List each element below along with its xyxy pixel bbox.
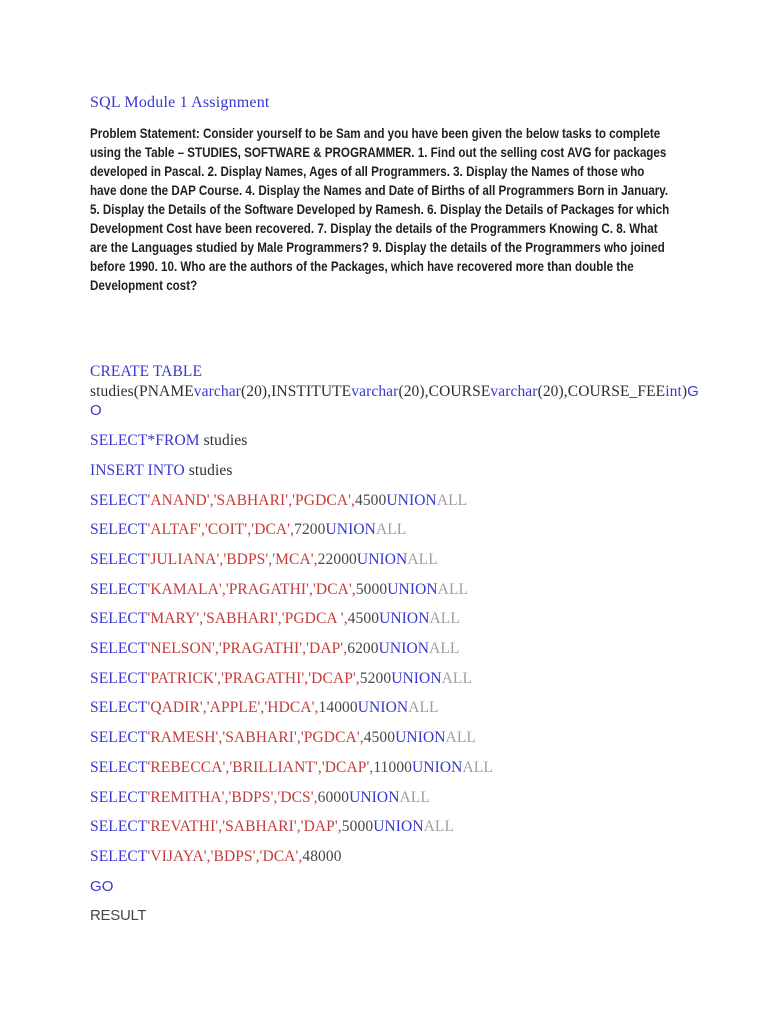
- sql-line: [90, 906, 708, 926]
- union-select-altaf: [90, 520, 708, 540]
- sql-segment-str: 'JULIANA','BDPS','MCA',: [147, 550, 318, 568]
- sql-segment-kw: UNION: [395, 729, 446, 747]
- sql-segment-dim: ALL: [437, 580, 469, 598]
- sql-segment-str: 'REVATHI','SABHARI','DAP',: [147, 818, 342, 836]
- sql-code-block: [90, 362, 708, 926]
- problem-line: Problem Statement: Consider yourself to be Sam and you have been given the below tasks to complete: [90, 125, 661, 141]
- sql-segment-dim: ALL: [462, 758, 493, 776]
- union-select-nelson: [90, 639, 708, 659]
- sql-segment-str: 'PATRICK','PRAGATHI','DCAP',: [147, 669, 360, 687]
- sql-segment-kw: UNION: [357, 699, 409, 717]
- sql-segment-kw: SELECT: [90, 788, 148, 806]
- sql-segment-num: 5000: [341, 818, 374, 836]
- sql-segment-kw: UNION: [387, 580, 438, 598]
- problem-line: have done the DAP Course. 4. Display the Names and Date of Births of all Programmers Born in January.: [90, 182, 669, 198]
- sql-segment-dim: ALL: [423, 818, 455, 836]
- union-select-vijaya: [90, 847, 708, 867]
- sql-segment-dim: ALL: [445, 729, 476, 747]
- sql-segment-kw: varchar: [490, 382, 538, 400]
- sql-segment-str: 'ANAND','SABHARI','PGDCA',: [147, 491, 355, 509]
- sql-segment-kw: INSERT INTO: [90, 461, 185, 479]
- sql-line: [90, 728, 708, 748]
- sql-segment-kw: SELECT: [90, 521, 148, 539]
- sql-segment-str: 'VIJAYA','BDPS','DCA',: [147, 847, 303, 865]
- sql-segment-kw-sans: GO: [90, 877, 114, 895]
- sql-segment-kw: UNION: [356, 550, 408, 568]
- problem-statement: [90, 124, 708, 295]
- sql-segment-str: 'ALTAF','COIT','DCA',: [147, 521, 295, 539]
- union-select-ramesh: [90, 728, 708, 748]
- sql-segment-num: 5000: [355, 580, 388, 598]
- sql-segment-kw: UNION: [378, 640, 430, 658]
- sql-segment-label: RESULT: [90, 907, 147, 925]
- sql-segment-num: 11000: [373, 758, 413, 776]
- sql-segment-plain: studies: [199, 432, 248, 450]
- problem-line: Development Cost have been recovered. 7. Display the details of the Programmers Knowing C. 8. What: [90, 220, 658, 236]
- sql-segment-num: 5200: [359, 669, 392, 687]
- page-title: SQL Module 1 Assignment: [90, 94, 270, 111]
- sql-line: [90, 847, 708, 867]
- sql-segment-kw: SELECT: [90, 640, 148, 658]
- sql-segment-num: 4500: [354, 491, 387, 509]
- sql-segment-kw: UNION: [373, 818, 424, 836]
- sql-segment-kw: SELECT: [90, 729, 148, 747]
- sql-segment-kw: varchar: [193, 382, 241, 400]
- select-from-statement: [90, 431, 708, 451]
- sql-segment-str: 'MARY','SABHARI','PGDCA ',: [147, 610, 348, 628]
- sql-segment-kw: int: [665, 382, 682, 400]
- sql-line: [90, 609, 708, 629]
- sql-segment-kw: SELECT: [90, 580, 148, 598]
- sql-segment-kw: CREATE TABLE: [90, 363, 203, 380]
- sql-line: [90, 382, 708, 402]
- problem-line: using the Table – STUDIES, SOFTWARE & PROGRAMMER. 1. Find out the selling cost AVG for packages: [90, 144, 667, 160]
- sql-segment-kw-sans: G: [687, 382, 699, 400]
- sql-segment-dim: ALL: [436, 491, 468, 509]
- sql-segment-num: 4500: [347, 610, 380, 628]
- sql-segment-kw: UNION: [391, 669, 442, 687]
- sql-segment-num: 48000: [302, 847, 342, 865]
- sql-line: [90, 461, 708, 481]
- sql-segment-dim: ALL: [375, 521, 407, 539]
- problem-line: developed in Pascal. 2. Display Names, Ages of all Programmers. 3. Display the Names of those who: [90, 163, 645, 179]
- create-table-statement: [90, 362, 708, 421]
- union-select-anand: [90, 491, 708, 511]
- sql-segment-plain: (20),COURSE_FEE: [537, 382, 666, 400]
- sql-segment-kw: SELECT: [90, 847, 148, 865]
- sql-line: [90, 758, 708, 778]
- sql-segment-kw: SELECT: [90, 669, 148, 687]
- sql-segment-dim: ALL: [441, 669, 473, 687]
- sql-line: [90, 580, 708, 600]
- sql-segment-plain: ): [681, 382, 688, 400]
- go-statement: [90, 877, 708, 897]
- sql-segment-dim: ALL: [408, 699, 439, 717]
- sql-line: [90, 639, 708, 659]
- result-label: [90, 906, 708, 926]
- sql-segment-num: 14000: [318, 699, 358, 717]
- sql-segment-kw: SELECT: [90, 818, 148, 836]
- sql-line: [90, 401, 708, 421]
- sql-line: [90, 669, 708, 689]
- sql-line: [90, 491, 708, 511]
- sql-segment-plain: studies: [184, 461, 233, 479]
- sql-segment-kw: varchar: [351, 382, 399, 400]
- sql-segment-kw: SELECT*FROM: [90, 432, 200, 450]
- sql-segment-num: 4500: [363, 729, 396, 747]
- problem-line: 5. Display the Details of the Software Developed by Ramesh. 6. Display the Details of Packages for which: [90, 201, 670, 217]
- sql-segment-str: 'REMITHA','BDPS','DCS',: [147, 788, 318, 806]
- sql-segment-str: 'RAMESH','SABHARI','PGDCA',: [147, 729, 364, 747]
- sql-segment-plain: (20),COURSE: [398, 382, 491, 400]
- sql-segment-num: 6200: [347, 640, 379, 658]
- insert-into-statement: [90, 461, 708, 481]
- problem-line: are the Languages studied by Male Programmers? 9. Display the details of the Programmers who joined: [90, 239, 665, 255]
- sql-segment-num: 22000: [317, 550, 357, 568]
- sql-line: [90, 520, 708, 540]
- sql-line: [90, 817, 708, 837]
- sql-segment-kw: UNION: [412, 758, 463, 776]
- sql-segment-str: 'KAMALA','PRAGATHI','DCA',: [147, 580, 356, 598]
- sql-segment-str: 'QADIR','APPLE','HDCA',: [147, 699, 319, 717]
- sql-segment-kw-sans: O: [90, 402, 102, 420]
- sql-line: [90, 877, 708, 897]
- sql-segment-kw: UNION: [386, 491, 437, 509]
- sql-segment-dim: ALL: [407, 550, 438, 568]
- sql-line: [90, 362, 708, 382]
- sql-line: [90, 431, 708, 451]
- sql-segment-num: 7200: [294, 521, 326, 539]
- union-select-kamala: [90, 580, 708, 600]
- sql-segment-plain: studies(PNAME: [90, 382, 194, 400]
- sql-segment-kw: UNION: [379, 610, 430, 628]
- sql-line: [90, 698, 708, 718]
- sql-segment-str: 'REBECCA','BRILLIANT','DCAP',: [147, 758, 374, 776]
- sql-segment-plain: (20),INSTITUTE: [240, 382, 352, 400]
- sql-segment-kw: SELECT: [90, 550, 148, 568]
- union-select-remitha: [90, 788, 708, 808]
- sql-segment-kw: UNION: [349, 788, 400, 806]
- sql-segment-kw: SELECT: [90, 610, 148, 628]
- union-select-revathi: [90, 817, 708, 837]
- sql-segment-kw: UNION: [325, 521, 376, 539]
- sql-segment-kw: SELECT: [90, 491, 148, 509]
- union-select-mary: [90, 609, 708, 629]
- sql-segment-kw: SELECT: [90, 699, 148, 717]
- sql-segment-num: 6000: [317, 788, 350, 806]
- problem-line: Development cost?: [90, 277, 198, 293]
- sql-line: [90, 788, 708, 808]
- sql-segment-str: 'NELSON','PRAGATHI','DAP',: [147, 640, 348, 658]
- union-select-qadir: [90, 698, 708, 718]
- union-select-patrick: [90, 669, 708, 689]
- sql-segment-dim: ALL: [429, 640, 460, 658]
- problem-line: before 1990. 10. Who are the authors of the Packages, which have recovered more than double the: [90, 258, 634, 274]
- sql-segment-dim: ALL: [429, 610, 460, 628]
- union-select-rebecca: [90, 758, 708, 778]
- sql-line: [90, 550, 708, 570]
- sql-segment-dim: ALL: [399, 788, 430, 806]
- sql-segment-kw: SELECT: [90, 758, 148, 776]
- union-select-juliana: [90, 550, 708, 570]
